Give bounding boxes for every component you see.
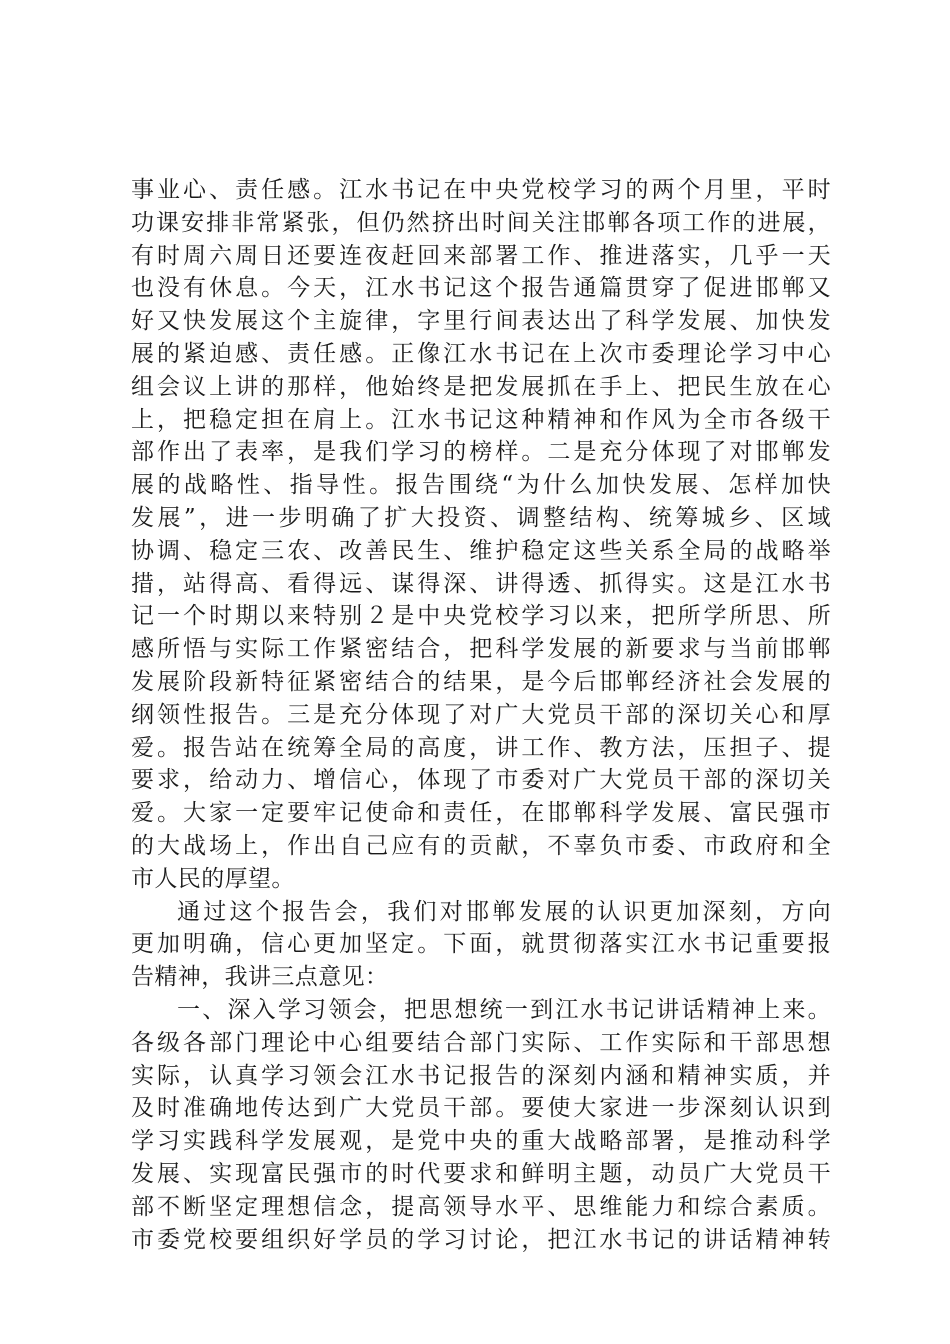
text-line: 市委党校要组织好学员的学习讨论，把江水书记的讲话精神转 <box>131 1226 831 1253</box>
text-line: 事业心、责任感。江水书记在中央党校学习的两个月里，平时 <box>131 177 831 203</box>
text-line: 纲领性报告。三是充分体现了对广大党员干部的深切关心和厚 <box>131 701 831 728</box>
body-text <box>131 174 831 1256</box>
text-line: 发展、实现富民强市的时代要求和鲜明主题，动员广大党员干 <box>131 1160 831 1187</box>
text-line: 上，把稳定担在肩上。江水书记这种精神和作风为全市各级干 <box>131 406 831 433</box>
text-line: 要求，给动力、增信心，体现了市委对广大党员干部的深切关 <box>131 767 831 794</box>
text-line: 记一个时期以来特别２是中央党校学习以来，把所学所思、所 <box>131 603 831 630</box>
text-line: 部不断坚定理想信念，提高领导水平、思维能力和综合素质。 <box>131 1193 831 1220</box>
text-line: 感所悟与实际工作紧密结合，把科学发展的新要求与当前邯郸 <box>131 636 831 663</box>
text-line: 好又快发展这个主旋律，字里行间表达出了科学发展、加快发 <box>131 308 831 335</box>
section-heading-line: 一、深入学习领会，把思想统一到江水书记讲话精神上来。 <box>177 996 831 1023</box>
text-line: 爱。报告站在统筹全局的高度，讲工作、教方法，压担子、提 <box>131 734 831 761</box>
paragraph-end-line: 告精神，我讲三点意见： <box>131 964 389 991</box>
text-line: 发展”，进一步明确了扩大投资、调整结构、统筹城乡、区域 <box>131 504 831 531</box>
paragraph-end-line: 市人民的厚望。 <box>131 865 295 892</box>
text-line: 学习实践科学发展观，是党中央的重大战略部署，是推动科学 <box>131 1128 831 1155</box>
text-line: 组会议上讲的那样，他始终是把发展抓在手上、把民生放在心 <box>131 373 831 400</box>
text-line: 展的紧迫感、责任感。正像江水书记在上次市委理论学习中心 <box>131 340 831 367</box>
text-line: 有时周六周日还要连夜赶回来部署工作、推进落实，几乎一天 <box>131 242 831 269</box>
text-line: 发展阶段新特征紧密结合的结果，是今后邯郸经济社会发展的 <box>131 668 831 695</box>
text-line: 展的战略性、指导性。报告围绕“为什么加快发展、怎样加快 <box>131 472 831 499</box>
text-line: 的大战场上，作出自己应有的贡献，不辜负市委、市政府和全 <box>131 832 831 859</box>
text-line: 爱。大家一定要牢记使命和责任，在邯郸科学发展、富民强市 <box>131 800 831 827</box>
text-line: 措，站得高、看得远、谋得深、讲得透、抓得实。这是江水书 <box>131 570 831 597</box>
text-line: 及时准确地传达到广大党员干部。要使大家进一步深刻认识到 <box>131 1095 831 1122</box>
text-line: 也没有休息。今天，江水书记这个报告通篇贯穿了促进邯郸又 <box>131 275 831 302</box>
text-line: 功课安排非常紧张，但仍然挤出时间关注邯郸各项工作的进展， <box>131 209 831 236</box>
text-line: 协调、稳定三农、改善民生、维护稳定这些关系全局的战略举 <box>131 537 831 564</box>
text-line: 实际，认真学习领会江水书记报告的深刻内涵和精神实质，并 <box>131 1062 831 1089</box>
paragraph-start-line: 通过这个报告会，我们对邯郸发展的认识更加深刻，方向 <box>177 898 831 925</box>
text-line: 更加明确，信心更加坚定。下面，就贯彻落实江水书记重要报 <box>131 931 831 958</box>
text-line: 各级各部门理论中心组要结合部门实际、工作实际和干部思想 <box>131 1029 831 1056</box>
text-line: 部作出了表率，是我们学习的榜样。二是充分体现了对邯郸发 <box>131 439 831 466</box>
